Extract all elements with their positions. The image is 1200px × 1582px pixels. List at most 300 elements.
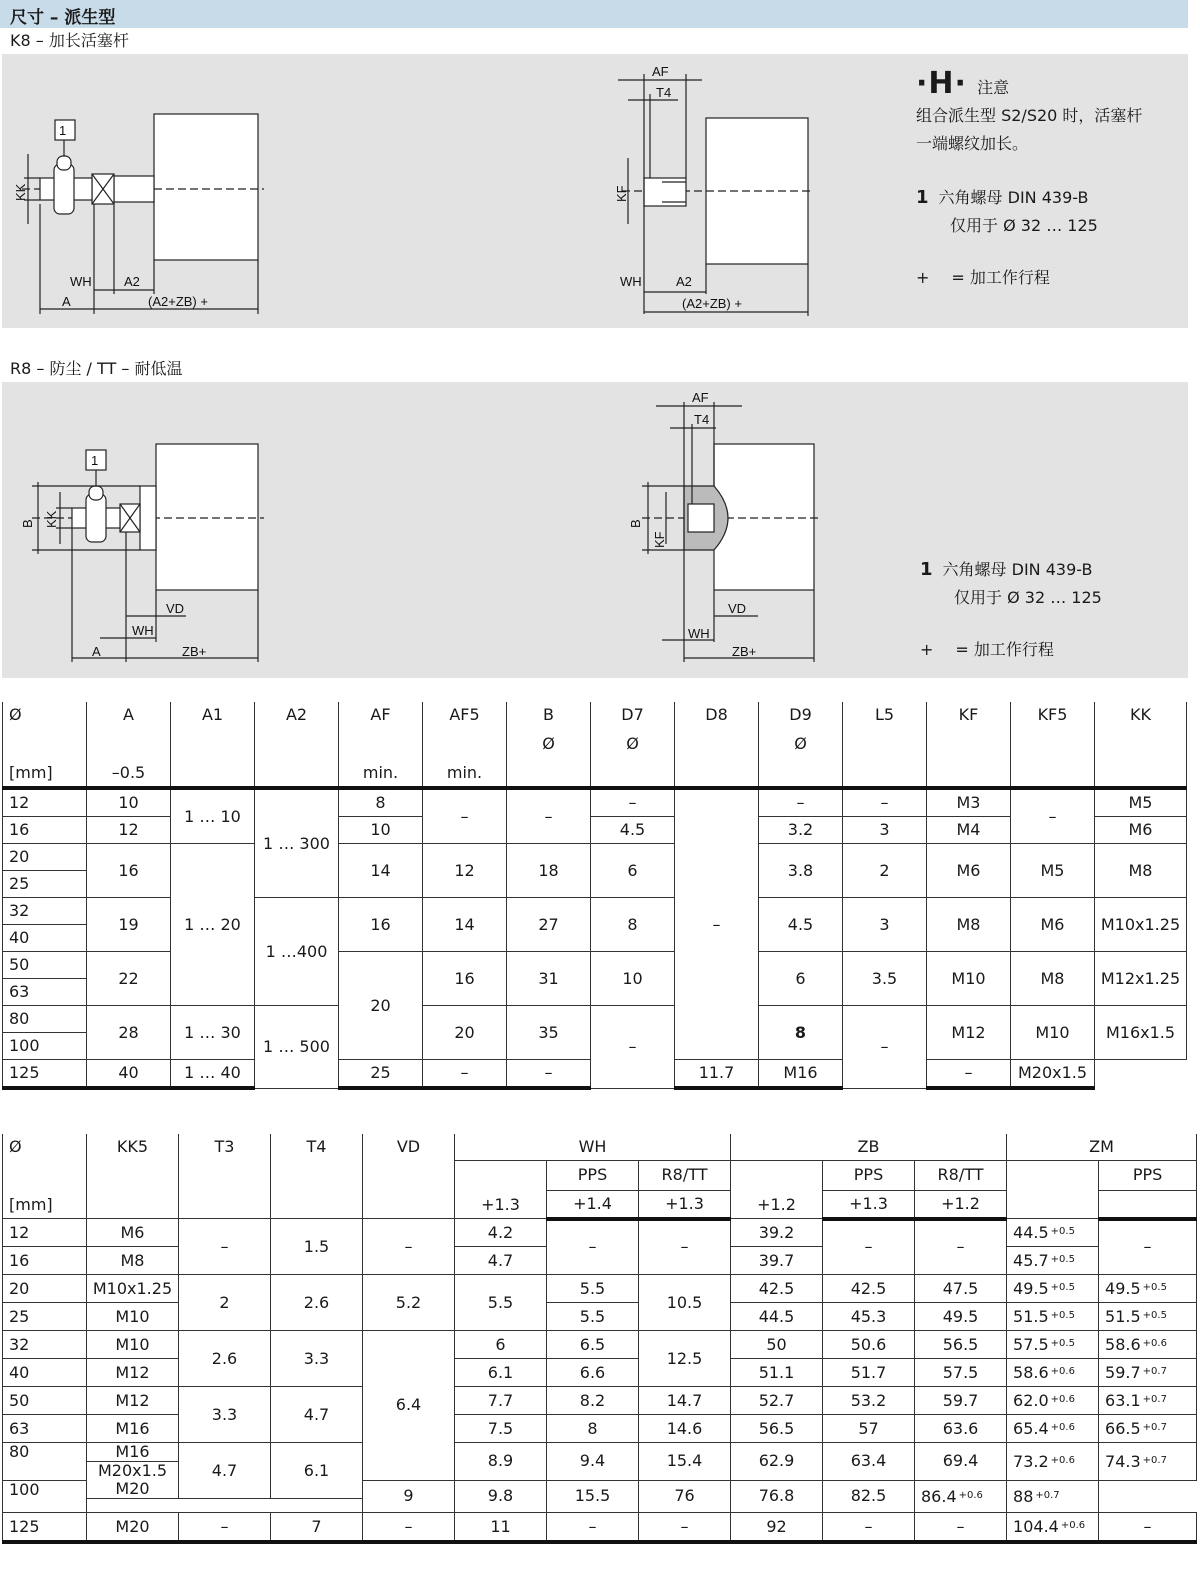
label-t4: T4 [656, 85, 672, 100]
text-value: +0.7 [1142, 1394, 1167, 1405]
table1-header-cell [423, 702, 507, 788]
table-cell: 11 [455, 1513, 547, 1543]
table-cell: – [843, 788, 927, 817]
table1-header-cell [927, 702, 1011, 788]
table2-row [3, 1513, 1197, 1543]
table-cell: 50 [731, 1331, 823, 1359]
table-cell: M16 [87, 1443, 179, 1462]
table-cell: 39.7 [731, 1247, 823, 1275]
table-cell: M20x1.5 [87, 1462, 179, 1481]
label-a2zb-right: (A2+ZB) + [682, 296, 742, 311]
table-cell: 8 [591, 898, 675, 952]
text-value: +0.6 [1050, 1366, 1075, 1377]
table-cell: 10 [591, 952, 675, 1006]
table-cell: 50 [3, 1387, 87, 1415]
table-cell: 32 [3, 898, 87, 925]
table-cell: 6 [455, 1331, 547, 1359]
text-value: 66.5 [1105, 1419, 1141, 1438]
table-cell [1007, 1513, 1099, 1543]
table-cell: 1 … 30 [171, 1006, 255, 1060]
cylinder-body-left [154, 114, 258, 260]
table-cell: 63.4 [823, 1443, 915, 1481]
text-value [845, 760, 924, 786]
table2-row [3, 1443, 1197, 1462]
note-block-k8 [916, 66, 1143, 292]
label-kk-r8: KK [44, 510, 59, 528]
footnote-1-num-r8: 1 [920, 559, 933, 580]
table-cell: – [1099, 1513, 1197, 1543]
table-cell: M10 [1011, 1006, 1095, 1060]
table-cell: 42.5 [823, 1275, 915, 1303]
table-cell: 19 [87, 898, 171, 952]
text-value: –0.5 [111, 763, 146, 782]
table-cell: 39.2 [731, 1219, 823, 1247]
table-cell: 9.8 [455, 1480, 547, 1513]
table-cell: 6.6 [547, 1359, 639, 1387]
table-cell: 12 [3, 1219, 87, 1247]
table-cell: +1.3 [639, 1190, 731, 1219]
table-cell: 125 [3, 1060, 87, 1089]
table-cell: 40 [3, 925, 87, 952]
text-value: L5 [874, 705, 895, 724]
text-value: Ø [9, 1137, 22, 1156]
text-value: 88 [1013, 1486, 1034, 1506]
table-cell: 6.1 [271, 1443, 363, 1499]
text-value: 51.5 [1105, 1307, 1141, 1326]
text-value: 58.6 [1105, 1335, 1141, 1354]
label-vd: VD [166, 601, 185, 616]
drawing-panel-r8 [2, 382, 1188, 678]
table-cell: M10 [87, 1303, 179, 1331]
table-cell: 2.6 [271, 1275, 363, 1331]
table-cell: 15.4 [639, 1443, 731, 1481]
text-value [257, 731, 336, 757]
table-cell: – [507, 1060, 591, 1089]
label-a-r8: A [92, 644, 101, 659]
table-cell: 57 [823, 1415, 915, 1443]
table-cell: 1.5 [271, 1219, 363, 1275]
text-value [761, 760, 840, 786]
text-value [1013, 731, 1092, 757]
table-cell: M6 [1011, 898, 1095, 952]
table-cell [1007, 1480, 1099, 1513]
text-value [9, 731, 84, 757]
table-cell: 4.7 [271, 1387, 363, 1443]
text-value: 104.4 [1013, 1517, 1059, 1536]
text-value: +0.5 [1050, 1226, 1075, 1237]
text-value [425, 731, 504, 757]
table-cell: 3.3 [179, 1387, 271, 1443]
label-wh-right: WH [620, 274, 642, 289]
table-cell [1099, 1359, 1197, 1387]
text-value: 44.5 [1013, 1223, 1049, 1242]
table-cell: 18 [507, 844, 591, 898]
text-value [677, 731, 756, 757]
label-a2: A2 [124, 274, 140, 289]
table-cell: PPS [823, 1161, 915, 1191]
table-cell [3, 1134, 87, 1219]
table-cell: 47.5 [915, 1275, 1007, 1303]
table-cell: M6 [87, 1219, 179, 1247]
table-cell [1007, 1387, 1099, 1415]
table-cell: R8/TT [915, 1161, 1007, 1191]
table-cell: 45.3 [823, 1303, 915, 1331]
table-cell: 5.2 [363, 1275, 455, 1331]
footnote-1-l1: 六角螺母 DIN 439-B [938, 188, 1089, 207]
table-cell: 12.5 [639, 1331, 731, 1387]
table-cell: 4.7 [179, 1443, 271, 1499]
label-t4-r8: T4 [694, 412, 710, 427]
text-value: 59.7 [1105, 1363, 1141, 1382]
table-cell: 14.6 [639, 1415, 731, 1443]
table-cell: – [547, 1513, 639, 1543]
table-cell: – [915, 1219, 1007, 1275]
table-cell: M10 [87, 1331, 179, 1359]
table-cell: 20 [423, 1006, 507, 1060]
table-cell: 16 [87, 844, 171, 898]
text-value [173, 731, 252, 757]
table-cell: 1 … 20 [171, 844, 255, 1006]
table-cell: WH [455, 1134, 731, 1161]
table-cell: 1 …400 [255, 898, 339, 1006]
label-af: AF [652, 64, 669, 79]
label-a2-right: A2 [676, 274, 692, 289]
text-value: B [543, 705, 554, 724]
table-cell: T3 [179, 1134, 271, 1219]
text-value: +0.5 [1142, 1310, 1167, 1321]
table-cell: 6 [591, 844, 675, 898]
text-value [1097, 731, 1184, 757]
table-cell [1099, 1275, 1197, 1303]
table-cell: 1 … 40 [171, 1060, 255, 1089]
table-cell: M8 [87, 1247, 179, 1275]
text-value: Ø [9, 705, 22, 724]
table-cell: 15.5 [547, 1480, 639, 1513]
table-cell: – [423, 1060, 507, 1089]
table-cell: 12 [3, 788, 87, 817]
table-cell: M16x1.5 [1095, 1006, 1187, 1060]
table-cell: – [547, 1219, 639, 1275]
text-value: A1 [201, 705, 224, 724]
table-cell: – [1011, 788, 1095, 844]
text-value [173, 760, 252, 786]
table-cell: 20 [339, 952, 423, 1060]
text-value: +0.7 [1142, 1454, 1167, 1466]
text-value [845, 731, 924, 757]
table-cell: 40 [3, 1359, 87, 1387]
table-cell: 16 [423, 952, 507, 1006]
table-cell: 3 [843, 898, 927, 952]
table-cell: +1.3 [455, 1161, 547, 1219]
table-cell: 49.5 [915, 1303, 1007, 1331]
text-value: +0.5 [1050, 1310, 1075, 1321]
table-cell: – [591, 788, 675, 817]
table-cell [1007, 1415, 1099, 1443]
text-value: D9 [789, 705, 812, 724]
text-value: +0.6 [1050, 1394, 1075, 1405]
text-value: Ø [542, 734, 555, 753]
text-value [509, 760, 588, 786]
text-value: +0.6 [1060, 1520, 1086, 1531]
text-value: min. [362, 763, 399, 782]
text-value: A2 [285, 705, 308, 724]
table1-header-row [3, 702, 1187, 788]
table1-header-cell [1095, 702, 1187, 788]
text-value: Ø [794, 734, 807, 753]
text-value: +0.6 [1050, 1454, 1075, 1466]
table-cell: ZB [731, 1134, 1007, 1161]
text-value: 45.7 [1013, 1251, 1049, 1270]
table-cell: 59.7 [915, 1387, 1007, 1415]
label-b: B [20, 519, 35, 528]
table-cell: 6.5 [547, 1331, 639, 1359]
text-value [929, 760, 1008, 786]
table2-row [3, 1331, 1197, 1359]
table-cell: – [639, 1219, 731, 1275]
table-cell: 63 [3, 979, 87, 1006]
table-cell: 6.1 [455, 1359, 547, 1387]
table-cell: 7.7 [455, 1387, 547, 1415]
note-title: 注意 [977, 78, 1010, 97]
table-cell: 20 [3, 1275, 87, 1303]
table1-header-cell [591, 702, 675, 788]
table-cell: 8 [759, 1006, 843, 1060]
table-cell [1007, 1443, 1099, 1481]
table-cell [1007, 1247, 1099, 1275]
dimension-table-1 [2, 702, 1187, 1090]
table-cell: M12x1.25 [1095, 952, 1187, 1006]
text-value [1097, 760, 1184, 786]
table-cell: R8/TT [639, 1161, 731, 1191]
table-cell: 2 [179, 1275, 271, 1331]
table-cell: M4 [927, 817, 1011, 844]
text-value: KK [1130, 705, 1151, 724]
label-kf: KF [614, 185, 629, 202]
table-cell [1099, 1331, 1197, 1359]
table-cell: – [363, 1513, 455, 1543]
table-cell: 10.5 [639, 1275, 731, 1331]
section-header-bar [0, 0, 1188, 28]
text-value: 63.1 [1105, 1391, 1141, 1410]
text-value: [mm] [9, 1195, 53, 1214]
label-vd-right: VD [728, 601, 747, 616]
text-value: KF [958, 705, 979, 724]
table-cell: 100 [3, 1033, 87, 1060]
table-cell: 31 [507, 952, 591, 1006]
table-cell: – [363, 1219, 455, 1275]
table-cell: – [927, 1060, 1011, 1089]
text-value: +0.7 [1142, 1366, 1167, 1377]
table-cell [1007, 1359, 1099, 1387]
callout-1-r8: 1 [91, 453, 99, 468]
table-cell: M20 [87, 1480, 179, 1499]
table1-header-cell [255, 702, 339, 788]
table-cell: 100 [3, 1480, 87, 1513]
text-value: 62.0 [1013, 1391, 1049, 1410]
table-cell: M10 [927, 952, 1011, 1006]
text-value: 58.6 [1013, 1363, 1049, 1382]
table-cell: PPS [1099, 1161, 1197, 1191]
table2-row [3, 1387, 1197, 1415]
table-cell: 50 [3, 952, 87, 979]
table-cell: 14.7 [639, 1387, 731, 1415]
label-zb: ZB+ [182, 644, 207, 659]
table-cell: 8 [339, 788, 423, 817]
table-cell: M8 [1095, 844, 1187, 898]
table-cell: – [759, 788, 843, 817]
table-cell: 44.5 [731, 1303, 823, 1331]
table-cell: 82.5 [823, 1480, 915, 1513]
table-cell: 56.5 [731, 1415, 823, 1443]
text-value: AF5 [449, 705, 480, 724]
table2-row [3, 1275, 1197, 1303]
table-cell: 9.4 [547, 1443, 639, 1481]
table-cell: – [179, 1513, 271, 1543]
table-cell: – [1099, 1219, 1197, 1275]
table-cell: 16 [3, 817, 87, 844]
text-value: +0.6 [1142, 1338, 1167, 1349]
table-cell: 53.2 [823, 1387, 915, 1415]
callout-1-left: 1 [59, 123, 67, 138]
table-cell: 52.7 [731, 1387, 823, 1415]
table-cell: M3 [927, 788, 1011, 817]
table-cell: 35 [507, 1006, 591, 1060]
table-cell: 5.5 [547, 1275, 639, 1303]
table-cell: 3.8 [759, 844, 843, 898]
text-value: min. [446, 763, 483, 782]
table-cell: 125 [3, 1513, 87, 1543]
table-cell: 3.5 [843, 952, 927, 1006]
table1-header-cell [843, 702, 927, 788]
table-cell: 25 [3, 1303, 87, 1331]
table-cell: +1.2 [731, 1161, 823, 1219]
table-cell: – [915, 1513, 1007, 1543]
table-cell: M16 [87, 1415, 179, 1443]
table-cell: +1.2 [915, 1190, 1007, 1219]
table-cell: M10x1.25 [1095, 898, 1187, 952]
table-cell [1099, 1387, 1197, 1415]
text-value: KF5 [1037, 705, 1068, 724]
plus-text: = 加工作行程 [951, 268, 1050, 287]
table-cell: M10x1.25 [87, 1275, 179, 1303]
table1-header-cell [87, 702, 171, 788]
table-cell: – [179, 1219, 271, 1275]
table-cell: 8 [547, 1415, 639, 1443]
table-cell: 69.4 [915, 1443, 1007, 1481]
text-value: Ø [626, 734, 639, 753]
attention-h-icon: ·H· [916, 66, 967, 101]
note-block-r8 [920, 556, 1102, 664]
label-wh: WH [70, 274, 92, 289]
table-cell [1007, 1219, 1099, 1247]
table-cell: 42.5 [731, 1275, 823, 1303]
table-cell: M6 [927, 844, 1011, 898]
note-text-2: 一端螺纹加长。 [916, 134, 1029, 153]
table-cell: 62.9 [731, 1443, 823, 1481]
text-value: D8 [705, 705, 728, 724]
table-cell [1007, 1275, 1099, 1303]
table-cell: 57.5 [915, 1359, 1007, 1387]
plus-symbol-r8: + [920, 640, 934, 659]
text-value: 49.5 [1013, 1279, 1049, 1298]
table-cell: 32 [3, 1331, 87, 1359]
table-cell: 5.5 [455, 1275, 547, 1331]
table-cell: 9 [363, 1480, 455, 1513]
table-cell: – [639, 1513, 731, 1543]
footnote-1-num: 1 [916, 187, 929, 208]
table-cell: T4 [271, 1134, 363, 1219]
page-title: 尺寸 – 派生型 [10, 8, 116, 28]
label-wh-r8: WH [132, 623, 154, 638]
table1-header-cell [339, 702, 423, 788]
table-cell: 1 … 10 [171, 788, 255, 844]
table-cell: 27 [507, 898, 591, 952]
label-a: A [62, 294, 71, 309]
text-value [593, 760, 672, 786]
table-cell: – [823, 1513, 915, 1543]
dimension-table-2 [2, 1134, 1197, 1544]
table-cell [915, 1480, 1007, 1513]
table-cell: – [843, 1006, 927, 1089]
table-cell: 11.7 [675, 1060, 759, 1089]
text-value: +0.5 [1050, 1338, 1075, 1349]
section1-title: K8 – 加长活塞杆 [10, 31, 129, 50]
table1-header-cell [3, 702, 87, 788]
table-cell: 56.5 [915, 1331, 1007, 1359]
table-cell: +1.4 [547, 1190, 639, 1219]
text-value: +0.5 [1050, 1282, 1075, 1293]
table-cell: 25 [3, 871, 87, 898]
table-cell: – [823, 1219, 915, 1275]
table-cell [1099, 1190, 1197, 1219]
text-value: +0.7 [1142, 1422, 1167, 1433]
table-cell: 40 [87, 1060, 171, 1089]
note-text-1: 组合派生型 S2/S20 时，活塞杆 [916, 106, 1143, 125]
table-cell: – [591, 1006, 675, 1089]
table-cell: 1 … 500 [255, 1006, 339, 1089]
text-value: +0.5 [1142, 1282, 1167, 1293]
section2-title: R8 – 防尘 / TT – 耐低温 [10, 359, 183, 378]
table2-row [3, 1219, 1197, 1247]
table-cell: 1 … 300 [255, 788, 339, 898]
table-cell: 4.2 [455, 1219, 547, 1247]
text-value: A [123, 705, 134, 724]
label-a2zb: (A2+ZB) + [148, 294, 208, 309]
table-cell: 3 [843, 817, 927, 844]
table-cell: 63.6 [915, 1415, 1007, 1443]
table-cell: 8.9 [455, 1443, 547, 1481]
table-cell: 6 [759, 952, 843, 1006]
table1-header-cell [171, 702, 255, 788]
label-b-right: B [628, 519, 643, 528]
table-cell: 6.4 [363, 1331, 455, 1481]
table-cell: 4.5 [591, 817, 675, 844]
table-cell: M16 [759, 1060, 843, 1089]
table-cell: 80 [3, 1006, 87, 1033]
text-value: 49.5 [1105, 1279, 1141, 1298]
table-cell: 8.2 [547, 1387, 639, 1415]
text-value: AF [370, 705, 391, 724]
label-kf-r8: KF [652, 531, 667, 548]
text-value [677, 760, 756, 786]
text-value: 86.4 [921, 1486, 957, 1506]
text-value [89, 731, 168, 757]
table-cell: M5 [1095, 788, 1187, 817]
label-zb-right: ZB+ [732, 644, 757, 659]
table-cell [1007, 1303, 1099, 1331]
table-cell: 7 [271, 1513, 363, 1543]
table-cell: 10 [87, 788, 171, 817]
